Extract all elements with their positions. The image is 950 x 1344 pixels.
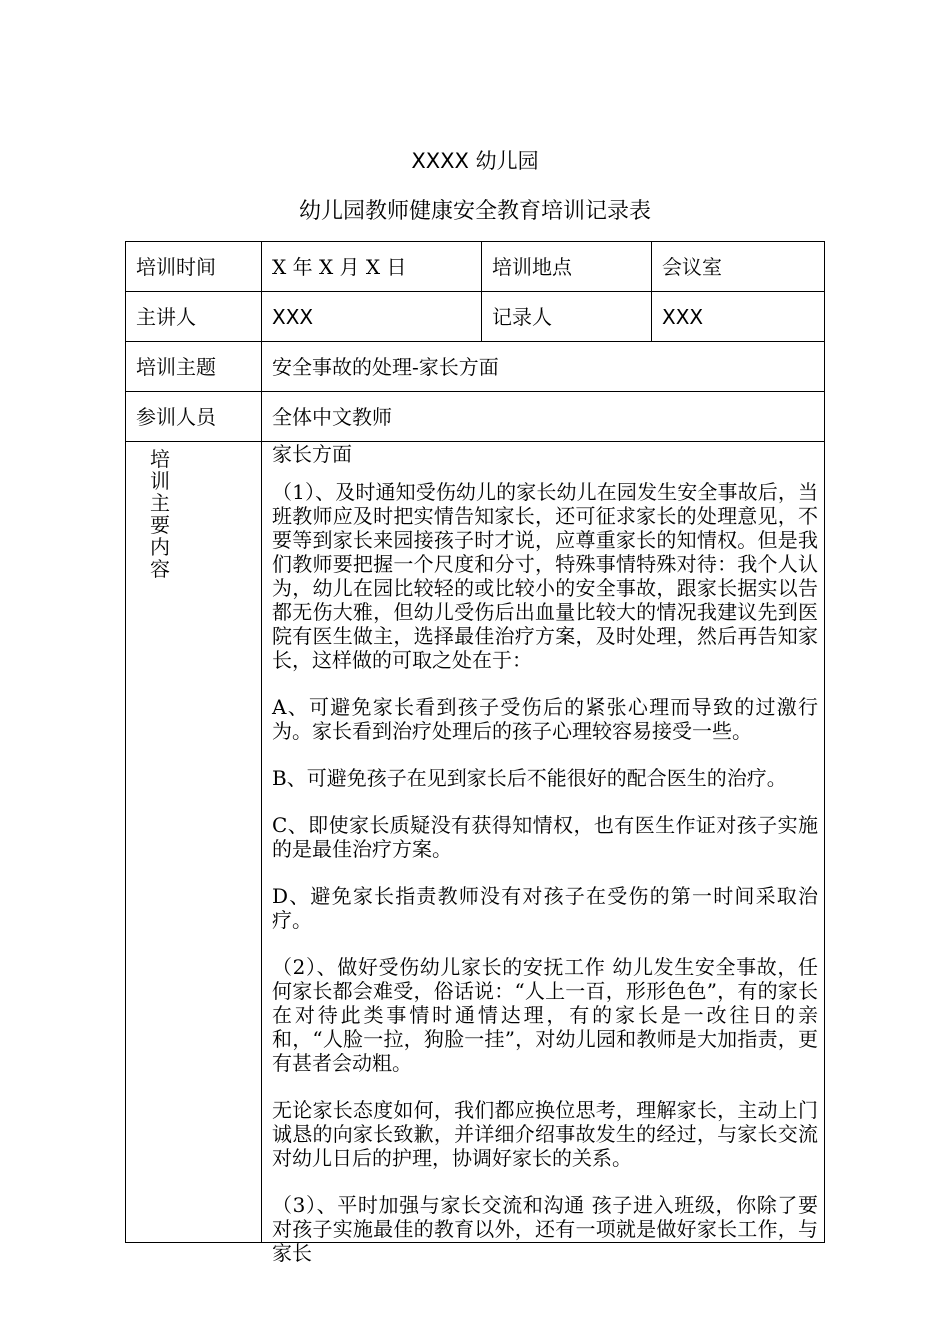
- training-location-label: 培训地点: [482, 242, 652, 292]
- participants-value: 全体中文教师: [262, 392, 825, 442]
- lecturer-value: XXX: [262, 292, 482, 342]
- content-paragraph: 家长方面: [272, 442, 352, 466]
- row-topic: [126, 342, 825, 392]
- training-time-value: X 年 X 月 X 日: [262, 242, 482, 292]
- content-paragraph: A、可避免家长看到孩子受伤后的紧张心理而导致的过激行为。家长看到治疗处理后的孩子心理较容易接受一些。: [272, 695, 818, 743]
- training-location-value: 会议室: [652, 242, 825, 292]
- content-body: [272, 442, 818, 1265]
- content-paragraph: （3）、平时加强与家长交流和沟通 孩子进入班级，你除了要对孩子实施最佳的教育以外，还有一项就是做好家长工作，与家长: [272, 1193, 818, 1265]
- content-label-cell: [126, 442, 262, 1243]
- training-time-label: 培训时间: [126, 242, 262, 292]
- content-paragraph: （2）、做好受伤幼儿家长的安抚工作 幼儿发生安全事故，任何家长都会难受，俗话说：“人上一百，形形色色”，有的家长在对待此类事情时通情达理，有的家长是一改往日的亲和，“人脸一拉，狗脸一挂”，对幼儿园和教师是大加指责，更有甚者会动粗。: [272, 955, 818, 1075]
- row-participants: [126, 392, 825, 442]
- content-cell: [262, 442, 825, 1265]
- content-paragraph: 无论家长态度如何，我们都应换位思考，理解家长，主动上门诚恳的向家长致歉，并详细介绍事故发生的经过，与家长交流对幼儿日后的护理，协调好家长的关系。: [272, 1098, 818, 1170]
- school-name: XXXX 幼儿园: [411, 149, 539, 173]
- content-paragraph: B、可避免孩子在见到家长后不能很好的配合医生的治疗。: [272, 766, 787, 790]
- recorder-label: 记录人: [482, 292, 652, 342]
- row-content: [126, 442, 825, 1243]
- participants-label: 参训人员: [126, 392, 262, 442]
- content-label: 培训主要内容: [150, 447, 170, 581]
- topic-value: 安全事故的处理-家长方面: [262, 342, 825, 392]
- topic-label: 培训主题: [126, 342, 262, 392]
- content-paragraph: （1）、及时通知受伤幼儿的家长幼儿在园发生安全事故后，当班教师应及时把实情告知家长，还可征求家长的处理意见，不要等到家长来园接孩子时才说，应尊重家长的知情权。但是我们教师要把握一个尺度和分寸，特殊事情特殊对待：我个人认为，幼儿在园比较轻的或比较小的安全事故，跟家长据实以告都无伤大雅，但幼儿受伤后出血量比较大的情况我建议先到医院有医生做主，选择最佳治疗方案，及时处理，然后再告知家长，这样做的可取之处在于：: [272, 480, 818, 672]
- content-paragraph: D、避免家长指责教师没有对孩子在受伤的第一时间采取治疗。: [272, 884, 818, 932]
- row-lecturer: [126, 292, 825, 342]
- training-record-table: [125, 241, 825, 1265]
- row-training-time: [126, 242, 825, 292]
- form-title: 幼儿园教师健康安全教育培训记录表: [298, 199, 651, 224]
- recorder-value: XXX: [652, 292, 825, 342]
- content-paragraph: C、即使家长质疑没有获得知情权，也有医生作证对孩子实施的是最佳治疗方案。: [272, 813, 818, 861]
- lecturer-label: 主讲人: [126, 292, 262, 342]
